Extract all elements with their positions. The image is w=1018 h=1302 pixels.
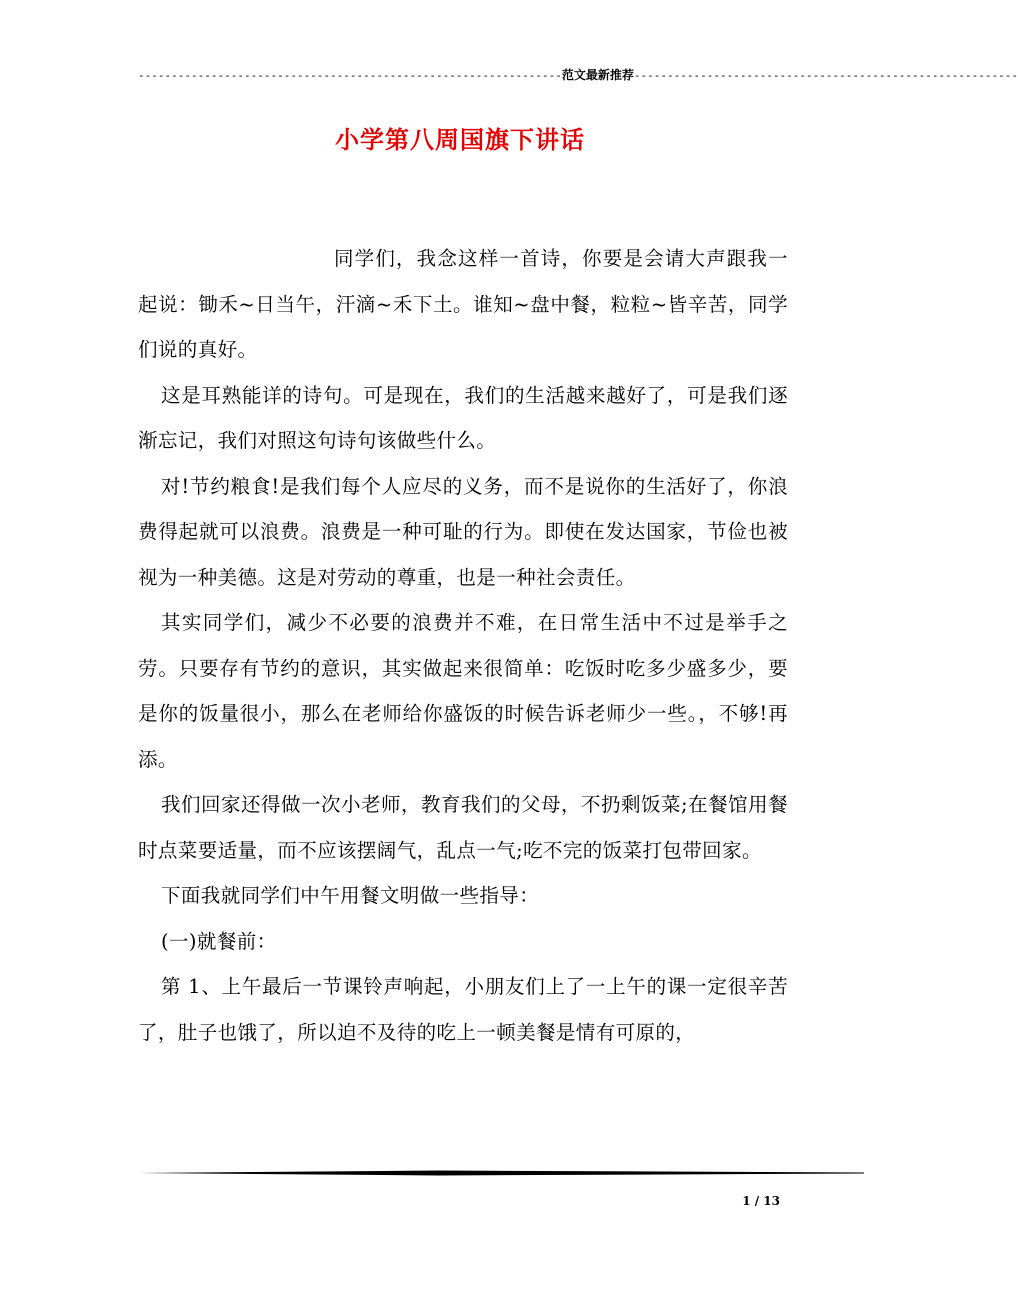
page-header [138, 66, 1018, 85]
header-dashes-left: ---------------------------------------------------------------- [138, 69, 562, 82]
document-body [138, 236, 788, 1055]
paragraph: 我们回家还得做一次小老师，教育我们的父母，不扔剩饭菜;在餐馆用餐时点菜要适量，而不应该摆阔气，乱点一气;吃不完的饭菜打包带回家。 [138, 793, 788, 862]
paragraph: 其实同学们，减少不必要的浪费并不难，在日常生活中不过是举手之劳。只要存有节约的意识，其实做起来很简单：吃饭时吃多少盛多少，要是你的饭量很小，那么在老师给你盛饭的时候告诉老师少一些。，不够!再添。 [138, 611, 788, 771]
page-number: 1 / 13 [742, 1194, 780, 1208]
paragraph: 下面我就同学们中午用餐文明做一些指导： [161, 884, 540, 907]
paragraph: 同学们，我念这样一首诗，你要是会请大声跟我一起说：锄禾~日当午，汗滴~禾下土。谁知~盘中餐，粒粒~皆辛苦，同学们说的真好。 [138, 247, 788, 361]
paragraph: 这是耳熟能详的诗句。可是现在，我们的生活越来越好了，可是我们逐渐忘记，我们对照这句诗句该做些什么。 [138, 383, 788, 452]
footer-rule [138, 1170, 864, 1176]
paragraph: 对!节约粮食!是我们每个人应尽的义务，而不是说你的生活好了，你浪费得起就可以浪费。浪费是一种可耻的行为。即使在发达国家，节俭也被视为一种美德。这是对劳动的尊重，也是一种社会责任。 [138, 474, 788, 589]
paragraph: (一)就餐前： [161, 929, 277, 953]
header-dashes-right: ---------------------------------------------------------- [633, 69, 1018, 82]
header-label: 范文最新推荐 [561, 68, 634, 82]
document-title: 小学第八周国旗下讲话 [335, 126, 585, 154]
paragraph: 第 1、上午最后一节课铃声响起，小朋友们上了一上午的课一定很辛苦了，肚子也饿了，所以迫不及待的吃上一顿美餐是情有可原的， [138, 975, 788, 1044]
